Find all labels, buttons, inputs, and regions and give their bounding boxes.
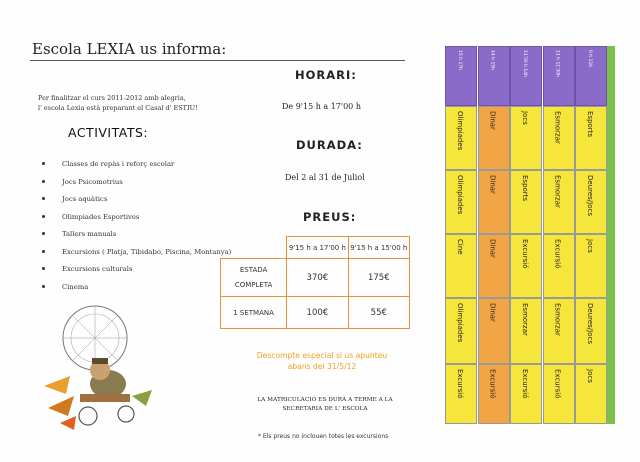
list-item	[42, 213, 242, 222]
schedule-activity-label: Esports	[586, 111, 594, 138]
intro-line-2: l' escola Lexia està preparant el Casal d' ESTIU!	[38, 104, 198, 112]
footnote: * Els preus no inclouen totes les excursions	[258, 433, 389, 440]
list-item	[42, 178, 242, 187]
schedule-time-label: 11 h 11'30h	[554, 50, 560, 77]
schedule-cell	[445, 298, 477, 364]
schedule-cell	[543, 234, 575, 298]
schedule-activity-label: Excursió	[553, 369, 562, 399]
bullet-icon	[42, 232, 45, 235]
schedule-activity-label: Dinar	[488, 175, 497, 194]
schedule-time-header	[478, 46, 510, 106]
list-item-label: Excursions ( Platja, Tibidabo, Piscina, Montanya)	[62, 247, 232, 256]
schedule-column	[478, 46, 510, 424]
activitats-list	[42, 160, 242, 300]
schedule-activity-label: Excursió	[456, 369, 464, 399]
schedule-cell	[445, 170, 477, 234]
title-divider	[30, 60, 405, 61]
schedule-activity-label: Excursió	[488, 369, 497, 399]
schedule-cell	[478, 364, 510, 424]
list-item-label: Cinema	[62, 282, 89, 291]
schedule-column	[575, 46, 607, 424]
schedule-column	[543, 46, 575, 424]
schedule-cell	[510, 364, 542, 424]
schedule-side-strip	[607, 46, 615, 424]
inventor-illustration	[40, 298, 160, 436]
durada-text: Del 2 al 31 de Juliol	[285, 173, 365, 182]
list-item	[42, 195, 242, 204]
schedule-time-label: 15 h 17h	[457, 50, 462, 71]
price-estada-col2: 175€	[348, 259, 409, 297]
intro-text	[38, 93, 238, 113]
bullet-icon	[42, 215, 45, 218]
schedule-activity-label: Esports	[521, 175, 529, 202]
schedule-activity-label: Jocs	[586, 239, 594, 253]
schedule-cell	[575, 106, 607, 170]
schedule-activity-label: Olimpiades	[456, 175, 464, 215]
schedule-cell	[543, 106, 575, 170]
price-setmana-col2: 55€	[348, 297, 409, 329]
schedule-time-label: 9 h 11h	[587, 50, 592, 68]
schedule-cell	[510, 234, 542, 298]
schedule-activity-label: Olimpiades	[456, 111, 464, 151]
schedule-activity-label: Esmorzar	[553, 303, 562, 336]
schedule-activity-label: Esmorzar	[553, 175, 562, 208]
table-row	[221, 259, 410, 297]
table-corner	[221, 237, 287, 259]
schedule-cell	[445, 364, 477, 424]
matricula-line-1: LA MATRICULACIÓ ES DURÀ A TERME A LA	[257, 397, 393, 403]
durada-heading: DURADA:	[296, 138, 363, 152]
discount-line-1: Descompte especial si us apunteu	[256, 351, 388, 360]
schedule-time-label: 14 h 15h	[489, 50, 495, 71]
schedule-cell	[478, 170, 510, 234]
table-header-col1: 9'15 h a 17'00 h	[287, 237, 348, 259]
list-item-label: Jocs aquàtics	[62, 195, 108, 203]
row-label-estada: ESTADA COMPLETA	[221, 259, 287, 297]
price-setmana-col1: 100€	[287, 297, 348, 329]
schedule-cell	[575, 298, 607, 364]
schedule-activity-label: Excursió	[553, 239, 562, 269]
schedule-time-header	[543, 46, 575, 106]
table-row	[221, 297, 410, 329]
discount-text	[252, 350, 392, 372]
list-item	[42, 265, 242, 274]
horari-text: De 9'15 h a 17'00 h	[282, 102, 361, 111]
schedule-cell	[478, 298, 510, 364]
schedule-activity-label: Esmorzar	[553, 111, 562, 144]
schedule-time-header	[445, 46, 477, 106]
weekly-schedule	[445, 46, 607, 424]
list-item	[42, 248, 242, 257]
schedule-activity-label: Dinar	[488, 111, 497, 130]
bullet-icon	[42, 285, 45, 288]
schedule-activity-label: Esmorzar	[521, 303, 529, 336]
schedule-cell	[543, 170, 575, 234]
horari-heading: HORARI:	[295, 68, 357, 82]
row-label-setmana: 1 SETMANA	[221, 297, 287, 329]
schedule-cell	[445, 234, 477, 298]
schedule-cell	[543, 298, 575, 364]
list-item	[42, 230, 242, 239]
schedule-time-label: 11'30 h 14h	[522, 50, 527, 77]
schedule-cell	[575, 234, 607, 298]
bullet-icon	[42, 180, 45, 183]
schedule-activity-label: Jocs	[521, 111, 529, 125]
schedule-cell	[510, 170, 542, 234]
schedule-activity-label: Excursió	[521, 239, 529, 269]
price-estada-col1: 370€	[287, 259, 348, 297]
schedule-cell	[478, 106, 510, 170]
schedule-activity-label: Dinar	[488, 239, 497, 258]
bullet-icon	[42, 197, 45, 200]
schedule-activity-label: Deures/Jocs	[586, 303, 594, 345]
page-title: Escola LEXIA us informa:	[32, 40, 227, 58]
discount-line-2: abans del 31/5/12	[287, 362, 357, 371]
schedule-cell	[478, 234, 510, 298]
list-item	[42, 160, 242, 169]
preus-heading: PREUS:	[303, 210, 357, 224]
schedule-time-header	[510, 46, 542, 106]
bullet-icon	[42, 267, 45, 270]
schedule-cell	[510, 106, 542, 170]
schedule-activity-label: Dinar	[488, 303, 497, 322]
matricula-text	[250, 396, 400, 413]
table-header-col2: 9'15 h a 15'00 h	[348, 237, 409, 259]
intro-line-1: Per finalitzar el curs 2011-2012 amb alegria,	[38, 94, 186, 102]
schedule-activity-label: Deures/Jocs	[586, 175, 594, 217]
schedule-time-header	[575, 46, 607, 106]
list-item-label: Olimpiades Esportives	[62, 212, 140, 221]
schedule-column	[510, 46, 542, 424]
list-item-label: Jocs Psicomotrius	[62, 177, 123, 186]
activitats-heading: ACTIVITATS:	[68, 125, 149, 140]
list-item-label: Excursions culturals	[62, 265, 133, 273]
list-item-label: Tallers manuals	[62, 230, 117, 238]
bullet-icon	[42, 250, 45, 253]
schedule-activity-label: Olimpiades	[456, 303, 464, 343]
schedule-column	[445, 46, 477, 424]
list-item	[42, 283, 242, 292]
list-item-label: Classes de repàs i reforç escolar	[62, 160, 175, 168]
schedule-cell	[445, 106, 477, 170]
schedule-cell	[510, 298, 542, 364]
schedule-activity-label: Cine	[456, 239, 464, 255]
schedule-activity-label: Excursió	[521, 369, 529, 399]
schedule-cell	[575, 364, 607, 424]
schedule-cell	[543, 364, 575, 424]
bullet-icon	[42, 162, 45, 165]
matricula-line-2: SECRETARIA DE L' ESCOLA	[282, 405, 368, 412]
schedule-activity-label: Jocs	[586, 369, 594, 383]
preus-table	[220, 236, 410, 329]
schedule-cell	[575, 170, 607, 234]
